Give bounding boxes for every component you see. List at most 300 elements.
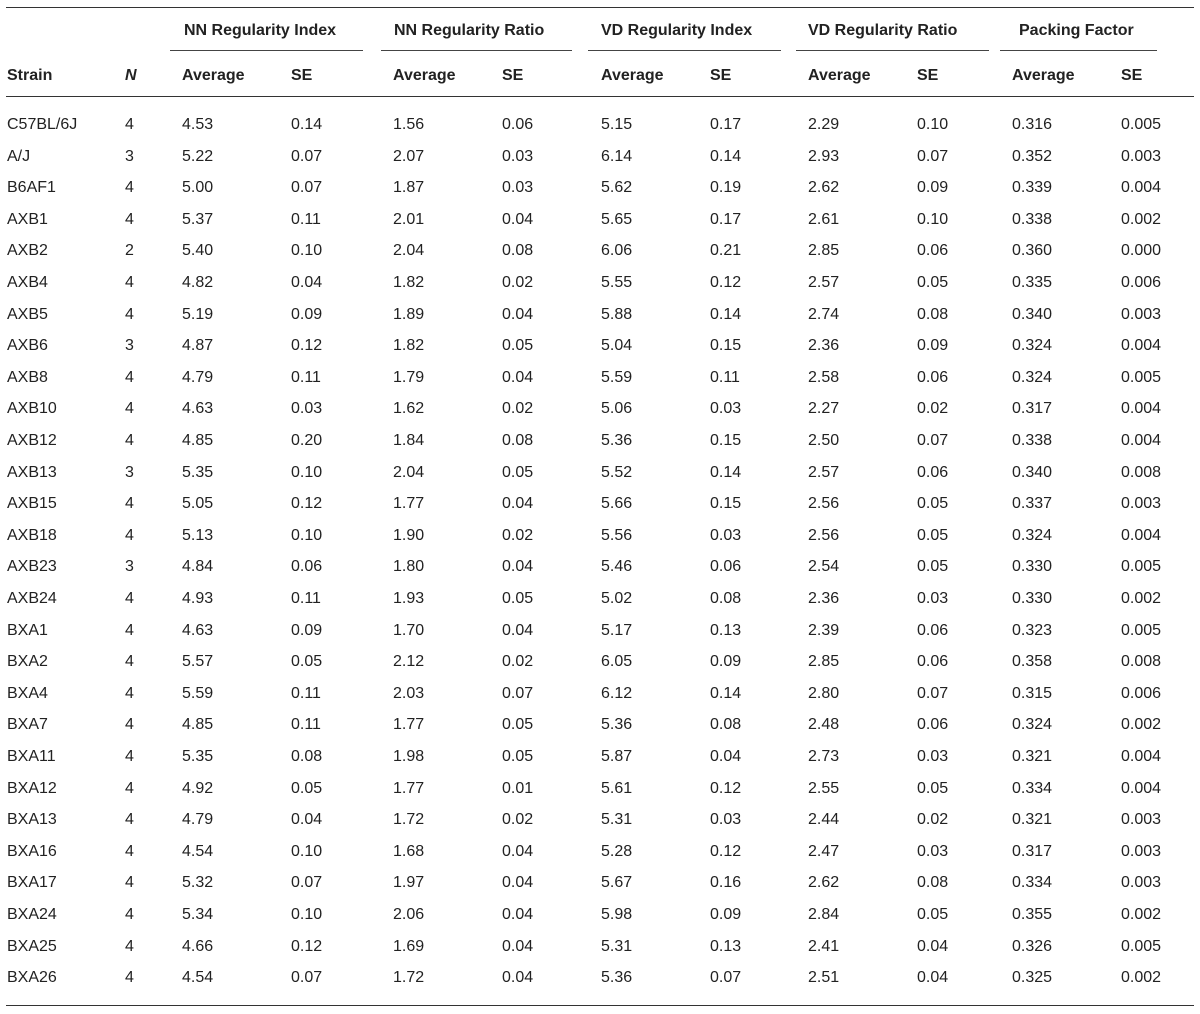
packing-average-cell: 0.338: [1012, 210, 1053, 228]
column-header-se: SE: [1121, 67, 1143, 84]
vd-ratio-se-cell: 0.10: [917, 116, 949, 133]
packing-average-cell: 0.324: [1012, 368, 1053, 386]
table-row: [0, 557, 1200, 589]
packing-average-cell: 0.324: [1012, 716, 1053, 734]
vd-ratio-se-cell: 0.09: [917, 179, 949, 197]
n-cell: 4: [125, 716, 134, 734]
vd-ratio-se-cell: 0.04: [917, 937, 949, 955]
vd-ratio-se-cell: 0.05: [917, 779, 949, 797]
table-row: [0, 463, 1200, 495]
packing-se-cell: 0.004: [1121, 400, 1162, 418]
column-header-se: SE: [917, 67, 939, 84]
nn-ratio-average-cell: 2.01: [393, 210, 425, 228]
vd-ratio-se-cell: 0.03: [917, 748, 949, 765]
column-header-average: Average: [1012, 67, 1075, 84]
nn-index-average-cell: 5.32: [182, 874, 214, 892]
table-row: [0, 305, 1200, 337]
nn-ratio-average-cell: 1.56: [393, 116, 425, 133]
packing-average-cell: 0.321: [1012, 811, 1053, 829]
vd-ratio-average-cell: 2.39: [808, 621, 840, 639]
nn-ratio-average-cell: 1.70: [393, 621, 425, 639]
nn-ratio-average-cell: 2.04: [393, 463, 425, 481]
packing-average-cell: 0.358: [1012, 653, 1053, 671]
n-cell: 4: [125, 811, 134, 829]
vd-index-se-cell: 0.15: [710, 432, 742, 449]
table-row: [0, 968, 1200, 1000]
n-cell: 4: [125, 684, 134, 702]
vd-index-se-cell: 0.14: [710, 147, 742, 165]
nn-index-average-cell: 4.79: [182, 811, 214, 829]
nn-index-se-cell: 0.20: [291, 432, 323, 449]
nn-index-average-cell: 4.85: [182, 432, 214, 449]
vd-index-average-cell: 6.05: [601, 653, 633, 671]
nn-ratio-se-cell: 0.04: [502, 937, 534, 955]
nn-ratio-se-cell: 0.05: [502, 590, 534, 607]
vd-ratio-se-cell: 0.06: [917, 463, 949, 481]
packing-average-cell: 0.340: [1012, 305, 1053, 323]
vd-index-average-cell: 5.62: [601, 179, 633, 197]
vd-index-average-cell: 6.14: [601, 147, 633, 165]
packing-average-cell: 0.338: [1012, 432, 1053, 449]
nn-ratio-se-cell: 0.04: [502, 558, 534, 576]
vd-index-se-cell: 0.19: [710, 179, 742, 197]
vd-ratio-average-cell: 2.74: [808, 305, 840, 323]
strain-cell: BXA17: [7, 874, 57, 892]
nn-index-se-cell: 0.04: [291, 811, 323, 829]
vd-index-average-cell: 5.15: [601, 116, 633, 133]
table-row: [0, 621, 1200, 653]
vd-ratio-se-cell: 0.07: [917, 147, 949, 165]
vd-index-se-cell: 0.06: [710, 558, 742, 576]
vd-ratio-average-cell: 2.61: [808, 210, 840, 228]
table-row: [0, 842, 1200, 874]
packing-average-cell: 0.334: [1012, 779, 1053, 797]
packing-average-cell: 0.315: [1012, 684, 1053, 702]
strain-cell: AXB1: [7, 210, 48, 228]
vd-ratio-average-cell: 2.57: [808, 274, 840, 291]
packing-se-cell: 0.000: [1121, 242, 1162, 260]
nn-ratio-se-cell: 0.02: [502, 526, 534, 544]
nn-index-average-cell: 4.79: [182, 368, 214, 386]
column-header-average: Average: [182, 67, 245, 84]
vd-ratio-average-cell: 2.93: [808, 147, 840, 165]
n-cell: 4: [125, 368, 134, 386]
strain-cell: B6AF1: [7, 179, 56, 197]
strain-cell: BXA24: [7, 906, 57, 923]
vd-ratio-se-cell: 0.06: [917, 653, 949, 671]
vd-index-average-cell: 5.02: [601, 590, 633, 607]
nn-ratio-average-cell: 1.97: [393, 874, 425, 892]
packing-average-cell: 0.334: [1012, 874, 1053, 892]
vd-index-average-cell: 6.06: [601, 242, 633, 260]
nn-index-average-cell: 5.05: [182, 495, 214, 513]
nn-ratio-average-cell: 1.72: [393, 969, 425, 987]
vd-index-se-cell: 0.12: [710, 274, 742, 291]
packing-se-cell: 0.003: [1121, 874, 1162, 892]
packing-average-cell: 0.321: [1012, 748, 1053, 765]
vd-ratio-se-cell: 0.02: [917, 811, 949, 829]
nn-ratio-average-cell: 1.98: [393, 748, 425, 765]
packing-se-cell: 0.005: [1121, 116, 1162, 133]
nn-index-average-cell: 4.63: [182, 621, 214, 639]
nn-index-average-cell: 4.66: [182, 937, 214, 955]
vd-index-se-cell: 0.21: [710, 242, 742, 260]
column-header-se: SE: [502, 67, 524, 84]
packing-average-cell: 0.316: [1012, 116, 1053, 133]
table-row: [0, 715, 1200, 747]
group-header-vd-index: VD Regularity Index: [601, 22, 753, 39]
packing-se-cell: 0.008: [1121, 653, 1162, 671]
strain-cell: BXA2: [7, 653, 48, 671]
nn-ratio-se-cell: 0.01: [502, 779, 534, 797]
packing-se-cell: 0.004: [1121, 337, 1162, 355]
nn-index-average-cell: 4.85: [182, 716, 214, 734]
packing-average-cell: 0.360: [1012, 242, 1053, 260]
nn-ratio-se-cell: 0.04: [502, 969, 534, 987]
vd-ratio-average-cell: 2.57: [808, 463, 840, 481]
packing-se-cell: 0.003: [1121, 305, 1162, 323]
nn-ratio-se-cell: 0.05: [502, 716, 534, 734]
n-cell: 4: [125, 779, 134, 797]
strain-cell: AXB4: [7, 274, 48, 291]
group-underline: [1000, 50, 1157, 51]
vd-index-se-cell: 0.03: [710, 526, 742, 544]
vd-index-average-cell: 5.55: [601, 274, 633, 291]
vd-index-se-cell: 0.14: [710, 463, 742, 481]
packing-se-cell: 0.003: [1121, 495, 1162, 513]
vd-ratio-se-cell: 0.06: [917, 242, 949, 260]
strain-cell: AXB2: [7, 242, 48, 260]
vd-ratio-se-cell: 0.07: [917, 684, 949, 702]
nn-index-average-cell: 5.37: [182, 210, 214, 228]
packing-se-cell: 0.004: [1121, 779, 1162, 797]
table-row: [0, 684, 1200, 716]
nn-ratio-se-cell: 0.08: [502, 432, 534, 449]
group-header-nn-index: NN Regularity Index: [184, 22, 337, 39]
vd-ratio-se-cell: 0.05: [917, 274, 949, 291]
column-header-average: Average: [393, 67, 456, 84]
vd-index-se-cell: 0.11: [710, 368, 740, 386]
packing-se-cell: 0.002: [1121, 969, 1162, 987]
nn-ratio-average-cell: 1.89: [393, 305, 425, 323]
strain-cell: C57BL/6J: [7, 116, 78, 133]
vd-index-average-cell: 5.52: [601, 463, 633, 481]
vd-ratio-average-cell: 2.58: [808, 368, 840, 386]
nn-index-average-cell: 5.35: [182, 463, 214, 481]
vd-ratio-average-cell: 2.62: [808, 179, 840, 197]
n-cell: 4: [125, 116, 134, 133]
vd-index-average-cell: 5.46: [601, 558, 633, 576]
vd-ratio-average-cell: 2.48: [808, 716, 840, 734]
top-rule: [6, 7, 1194, 8]
nn-ratio-se-cell: 0.07: [502, 684, 534, 702]
nn-ratio-se-cell: 0.05: [502, 748, 534, 765]
nn-ratio-average-cell: 1.68: [393, 842, 425, 860]
strain-cell: BXA4: [7, 684, 48, 702]
group-header-packing: Packing Factor: [1019, 22, 1134, 39]
packing-average-cell: 0.340: [1012, 463, 1053, 481]
vd-index-average-cell: 5.66: [601, 495, 633, 513]
packing-average-cell: 0.355: [1012, 906, 1053, 923]
table-row: [0, 431, 1200, 463]
nn-index-average-cell: 5.34: [182, 906, 214, 923]
nn-ratio-se-cell: 0.06: [502, 116, 534, 133]
vd-ratio-se-cell: 0.06: [917, 716, 949, 734]
nn-index-average-cell: 4.53: [182, 116, 214, 133]
nn-index-average-cell: 5.00: [182, 179, 214, 197]
vd-index-se-cell: 0.09: [710, 653, 742, 671]
vd-index-average-cell: 5.56: [601, 526, 633, 544]
vd-ratio-average-cell: 2.44: [808, 811, 840, 829]
vd-index-average-cell: 5.36: [601, 432, 633, 449]
vd-index-se-cell: 0.17: [710, 116, 742, 133]
nn-index-average-cell: 4.63: [182, 400, 214, 418]
packing-se-cell: 0.004: [1121, 526, 1162, 544]
vd-index-se-cell: 0.14: [710, 305, 742, 323]
vd-index-average-cell: 5.28: [601, 842, 633, 860]
nn-index-se-cell: 0.10: [291, 526, 323, 544]
vd-ratio-se-cell: 0.08: [917, 305, 949, 323]
vd-ratio-average-cell: 2.36: [808, 337, 840, 355]
nn-index-average-cell: 5.22: [182, 147, 214, 165]
nn-ratio-se-cell: 0.03: [502, 147, 534, 165]
nn-index-se-cell: 0.12: [291, 337, 323, 355]
nn-index-se-cell: 0.10: [291, 906, 323, 923]
n-cell: 4: [125, 906, 134, 923]
n-cell: 4: [125, 210, 134, 228]
nn-ratio-average-cell: 1.62: [393, 400, 425, 418]
vd-index-se-cell: 0.03: [710, 811, 742, 829]
nn-index-average-cell: 5.40: [182, 242, 214, 260]
nn-index-se-cell: 0.12: [291, 495, 323, 513]
packing-se-cell: 0.002: [1121, 716, 1162, 734]
nn-index-average-cell: 5.57: [182, 653, 214, 671]
nn-index-average-cell: 5.35: [182, 748, 214, 765]
strain-cell: AXB13: [7, 463, 57, 481]
vd-ratio-se-cell: 0.08: [917, 874, 949, 892]
packing-se-cell: 0.003: [1121, 811, 1162, 829]
vd-index-average-cell: 5.36: [601, 716, 633, 734]
vd-ratio-se-cell: 0.05: [917, 558, 949, 576]
vd-ratio-se-cell: 0.05: [917, 906, 949, 923]
table-row: [0, 241, 1200, 273]
vd-index-average-cell: 5.67: [601, 874, 633, 892]
nn-index-se-cell: 0.12: [291, 937, 323, 955]
nn-ratio-average-cell: 2.07: [393, 147, 425, 165]
vd-ratio-se-cell: 0.10: [917, 210, 949, 228]
vd-ratio-se-cell: 0.05: [917, 495, 949, 513]
nn-index-average-cell: 4.54: [182, 842, 214, 860]
vd-index-se-cell: 0.16: [710, 874, 742, 892]
nn-index-se-cell: 0.06: [291, 558, 323, 576]
group-underline: [588, 50, 781, 51]
nn-ratio-average-cell: 1.77: [393, 716, 425, 734]
nn-ratio-se-cell: 0.04: [502, 210, 534, 228]
nn-ratio-se-cell: 0.04: [502, 842, 534, 860]
vd-ratio-average-cell: 2.55: [808, 779, 840, 797]
nn-ratio-average-cell: 1.79: [393, 368, 425, 386]
vd-index-average-cell: 5.59: [601, 368, 633, 386]
nn-ratio-average-cell: 1.77: [393, 495, 425, 513]
nn-ratio-se-cell: 0.04: [502, 906, 534, 923]
strain-cell: AXB18: [7, 526, 57, 544]
nn-index-se-cell: 0.08: [291, 748, 323, 765]
vd-index-average-cell: 5.31: [601, 937, 633, 955]
table-row: [0, 147, 1200, 179]
nn-index-se-cell: 0.10: [291, 242, 323, 260]
strain-cell: BXA26: [7, 969, 57, 987]
vd-ratio-average-cell: 2.47: [808, 842, 840, 860]
bottom-rule: [6, 1005, 1194, 1006]
nn-index-average-cell: 4.82: [182, 274, 214, 291]
nn-ratio-average-cell: 2.04: [393, 242, 425, 260]
nn-index-average-cell: 4.54: [182, 969, 214, 987]
n-cell: 4: [125, 937, 134, 955]
packing-se-cell: 0.004: [1121, 432, 1162, 449]
table-row: [0, 589, 1200, 621]
n-cell: 4: [125, 179, 134, 197]
vd-ratio-se-cell: 0.09: [917, 337, 949, 355]
strain-cell: AXB12: [7, 432, 57, 449]
nn-ratio-average-cell: 1.93: [393, 590, 425, 607]
n-cell: 3: [125, 337, 134, 355]
group-underline: [170, 50, 363, 51]
vd-index-average-cell: 6.12: [601, 684, 633, 702]
header-rule: [6, 96, 1194, 97]
vd-ratio-average-cell: 2.29: [808, 116, 840, 133]
vd-ratio-se-cell: 0.07: [917, 432, 949, 449]
n-cell: 4: [125, 526, 134, 544]
vd-index-average-cell: 5.17: [601, 621, 633, 639]
n-cell: 4: [125, 274, 134, 291]
strain-cell: BXA25: [7, 937, 57, 955]
nn-ratio-average-cell: 2.03: [393, 684, 425, 702]
nn-index-se-cell: 0.11: [291, 368, 321, 386]
strain-cell: AXB6: [7, 337, 48, 355]
vd-ratio-average-cell: 2.36: [808, 590, 840, 607]
vd-index-average-cell: 5.88: [601, 305, 633, 323]
vd-index-se-cell: 0.12: [710, 779, 742, 797]
nn-ratio-se-cell: 0.04: [502, 495, 534, 513]
strain-cell: BXA16: [7, 842, 57, 860]
packing-se-cell: 0.008: [1121, 463, 1162, 481]
n-cell: 4: [125, 590, 134, 607]
packing-average-cell: 0.317: [1012, 400, 1053, 418]
nn-ratio-average-cell: 1.72: [393, 811, 425, 829]
nn-index-average-cell: 4.87: [182, 337, 214, 355]
vd-index-se-cell: 0.04: [710, 748, 742, 765]
nn-ratio-average-cell: 1.90: [393, 526, 425, 544]
strain-cell: BXA13: [7, 811, 57, 829]
vd-ratio-average-cell: 2.56: [808, 495, 840, 513]
nn-ratio-average-cell: 2.06: [393, 906, 425, 923]
vd-ratio-se-cell: 0.02: [917, 400, 949, 418]
nn-ratio-se-cell: 0.05: [502, 337, 534, 355]
packing-average-cell: 0.324: [1012, 337, 1053, 355]
vd-ratio-average-cell: 2.84: [808, 906, 840, 923]
packing-average-cell: 0.335: [1012, 274, 1053, 291]
packing-average-cell: 0.352: [1012, 147, 1053, 165]
nn-ratio-se-cell: 0.04: [502, 621, 534, 639]
n-cell: 4: [125, 842, 134, 860]
nn-index-average-cell: 5.13: [182, 526, 214, 544]
nn-ratio-average-cell: 1.84: [393, 432, 425, 449]
nn-index-se-cell: 0.10: [291, 842, 323, 860]
vd-ratio-average-cell: 2.80: [808, 684, 840, 702]
group-underline: [796, 50, 989, 51]
nn-index-se-cell: 0.07: [291, 874, 323, 892]
nn-ratio-se-cell: 0.02: [502, 811, 534, 829]
vd-index-se-cell: 0.15: [710, 495, 742, 513]
vd-index-se-cell: 0.13: [710, 621, 742, 639]
n-cell: 4: [125, 305, 134, 323]
strain-cell: AXB8: [7, 368, 48, 386]
vd-ratio-average-cell: 2.85: [808, 653, 840, 671]
column-header-average: Average: [601, 67, 664, 84]
n-cell: 4: [125, 653, 134, 671]
strain-cell: AXB5: [7, 305, 48, 323]
packing-se-cell: 0.005: [1121, 621, 1162, 639]
nn-ratio-se-cell: 0.04: [502, 874, 534, 892]
nn-ratio-average-cell: 1.82: [393, 274, 425, 291]
nn-index-se-cell: 0.11: [291, 590, 321, 607]
strain-cell: AXB23: [7, 558, 57, 576]
vd-ratio-average-cell: 2.27: [808, 400, 840, 418]
nn-index-se-cell: 0.11: [291, 716, 321, 734]
vd-index-se-cell: 0.08: [710, 716, 742, 734]
nn-index-se-cell: 0.11: [291, 210, 321, 228]
strain-cell: A/J: [7, 147, 31, 165]
packing-average-cell: 0.325: [1012, 969, 1053, 987]
nn-index-average-cell: 4.93: [182, 590, 214, 607]
vd-index-se-cell: 0.13: [710, 937, 742, 955]
packing-average-cell: 0.330: [1012, 558, 1053, 576]
column-header-average: Average: [808, 67, 871, 84]
nn-ratio-se-cell: 0.08: [502, 242, 534, 260]
nn-index-se-cell: 0.05: [291, 779, 323, 797]
n-cell: 4: [125, 495, 134, 513]
nn-ratio-se-cell: 0.04: [502, 305, 534, 323]
nn-index-se-cell: 0.04: [291, 274, 323, 291]
vd-ratio-average-cell: 2.50: [808, 432, 840, 449]
packing-se-cell: 0.003: [1121, 147, 1162, 165]
vd-index-se-cell: 0.15: [710, 337, 742, 355]
packing-average-cell: 0.330: [1012, 590, 1053, 607]
vd-ratio-se-cell: 0.03: [917, 842, 949, 860]
packing-se-cell: 0.005: [1121, 937, 1162, 955]
packing-se-cell: 0.005: [1121, 368, 1162, 386]
vd-index-average-cell: 5.06: [601, 400, 633, 418]
nn-ratio-average-cell: 1.82: [393, 337, 425, 355]
nn-index-se-cell: 0.07: [291, 147, 323, 165]
group-header-vd-ratio: VD Regularity Ratio: [808, 22, 958, 39]
column-header-n: N: [125, 67, 137, 84]
strain-cell: BXA12: [7, 779, 57, 797]
nn-index-se-cell: 0.10: [291, 463, 323, 481]
n-cell: 4: [125, 874, 134, 892]
table-row: [0, 494, 1200, 526]
packing-average-cell: 0.337: [1012, 495, 1053, 513]
table-row: [0, 399, 1200, 431]
nn-ratio-se-cell: 0.02: [502, 653, 534, 671]
nn-ratio-se-cell: 0.02: [502, 400, 534, 418]
nn-ratio-se-cell: 0.05: [502, 463, 534, 481]
strain-cell: AXB24: [7, 590, 57, 607]
nn-ratio-se-cell: 0.02: [502, 274, 534, 291]
packing-average-cell: 0.326: [1012, 937, 1053, 955]
packing-average-cell: 0.323: [1012, 621, 1053, 639]
packing-se-cell: 0.002: [1121, 590, 1162, 607]
